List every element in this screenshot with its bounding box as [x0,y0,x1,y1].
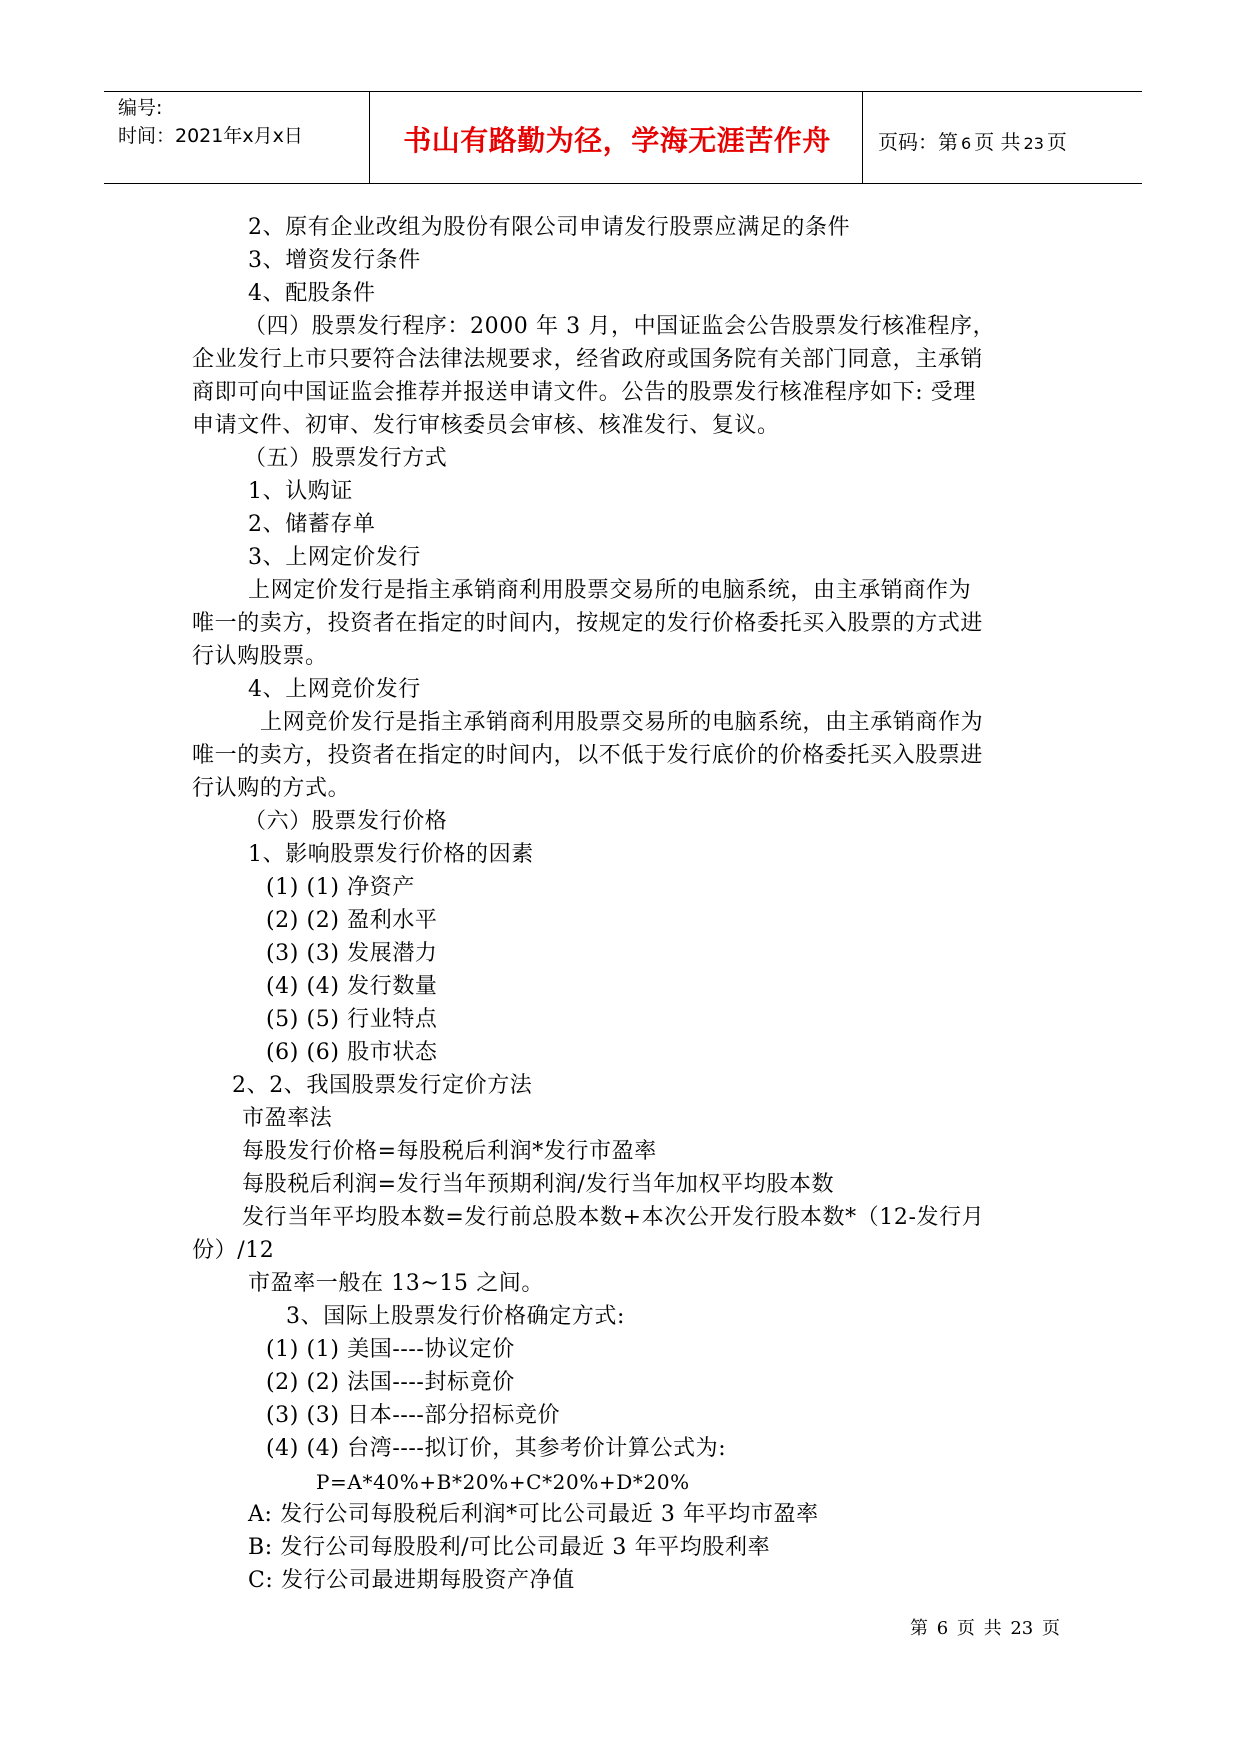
body-line: 2、2、我国股票发行定价方法 [232,1073,533,1098]
body-line: A: 发行公司每股税后利润*可比公司最近 3 年平均市盈率 [248,1502,819,1527]
body-line: 申请文件、初审、发行审核委员会审核、核准发行、复议。 [192,413,780,438]
body-line: 4、配股条件 [248,281,376,306]
header-motto: 书山有路勤为径，学海无涯苦作舟 [403,124,831,157]
list-item: (4) (4) 台湾----拟订价，其参考价计算公式为: [266,1436,727,1461]
body-line: 3、上网定价发行 [248,545,421,570]
page-footer: 第 6 页 共 23 页 [910,1618,1060,1639]
body-line: 上网定价发行是指主承销商利用股票交易所的电脑系统，由主承销商作为 [248,578,972,603]
body-line: C: 发行公司最进期每股资产净值 [248,1568,575,1593]
list-item: (5) (5) 行业特点 [266,1007,438,1032]
body-line: 行认购的方式。 [192,776,351,801]
page-prefix: 页码：第 [878,130,958,154]
formula-line: 每股发行价格=每股税后利润*发行市盈率 [242,1139,657,1164]
section-heading: （六）股票发行价格 [244,809,448,834]
list-item: (1) (1) 净资产 [266,875,415,900]
body-line: 唯一的卖方，投资者在指定的时间内，以不低于发行底价的价格委托买入股票进 [192,743,984,768]
formula-line: 发行当年平均股本数=发行前总股本数+本次公开发行股本数*（12-发行月 [242,1205,985,1230]
body-line: 1、影响股票发行价格的因素 [248,842,534,867]
body-line: 市盈率法 [242,1106,333,1131]
list-item: (1) (1) 美国----协议定价 [266,1337,515,1362]
list-item: (2) (2) 盈利水平 [266,908,438,933]
list-item: (3) (3) 发展潜力 [266,941,438,966]
page-mid: 页 共 [974,130,1021,154]
body-line: 商即可向中国证监会推荐并报送申请文件。公告的股票发行核准程序如下: 受理 [192,380,977,405]
page-total: 23 [1023,134,1044,153]
header-page-info [878,126,1067,155]
body-line: 3、国际上股票发行价格确定方式: [286,1304,626,1329]
formula-line: 每股税后利润=发行当年预期利润/发行当年加权平均股本数 [242,1172,835,1197]
header-info [118,94,303,150]
body-line: 1、认购证 [248,479,353,504]
body-line: 2、储蓄存单 [248,512,376,537]
body-line: 3、增资发行条件 [248,248,421,273]
document-time-label: 时间：2021年x月x日 [118,125,303,147]
header-divider-left [369,92,370,184]
body-line: （四）股票发行程序：2000 年 3 月，中国证监会公告股票发行核准程序， [244,314,996,339]
body-line: 唯一的卖方，投资者在指定的时间内，按规定的发行价格委托买入股票的方式进 [192,611,984,636]
header-top-rule [104,91,1142,92]
body-line: 2、原有企业改组为股份有限公司申请发行股票应满足的条件 [248,215,851,240]
list-item: (3) (3) 日本----部分招标竞价 [266,1403,561,1428]
body-line: 4、上网竞价发行 [248,677,421,702]
section-heading: （五）股票发行方式 [244,446,448,471]
body-line: 企业发行上市只要符合法律法规要求，经省政府或国务院有关部门同意，主承销 [192,347,984,372]
list-item: (6) (6) 股市状态 [266,1040,438,1065]
body-line: 行认购股票。 [192,644,328,669]
formula-line: P=A*40%+B*20%+C*20%+D*20% [316,1470,690,1494]
header-bottom-rule [104,183,1142,184]
page-current: 6 [961,134,972,153]
page-suffix: 页 [1046,130,1067,154]
header-divider-right [862,92,863,184]
document-number-label: 编号: [118,97,163,119]
body-line: 市盈率一般在 13~15 之间。 [248,1271,545,1296]
list-item: (4) (4) 发行数量 [266,974,438,999]
formula-line: 份）/12 [192,1238,275,1263]
body-line: B: 发行公司每股股利/可比公司最近 3 年平均股利率 [248,1535,771,1560]
body-line: 上网竞价发行是指主承销商利用股票交易所的电脑系统，由主承销商作为 [260,710,984,735]
list-item: (2) (2) 法国----封标竟价 [266,1370,515,1395]
